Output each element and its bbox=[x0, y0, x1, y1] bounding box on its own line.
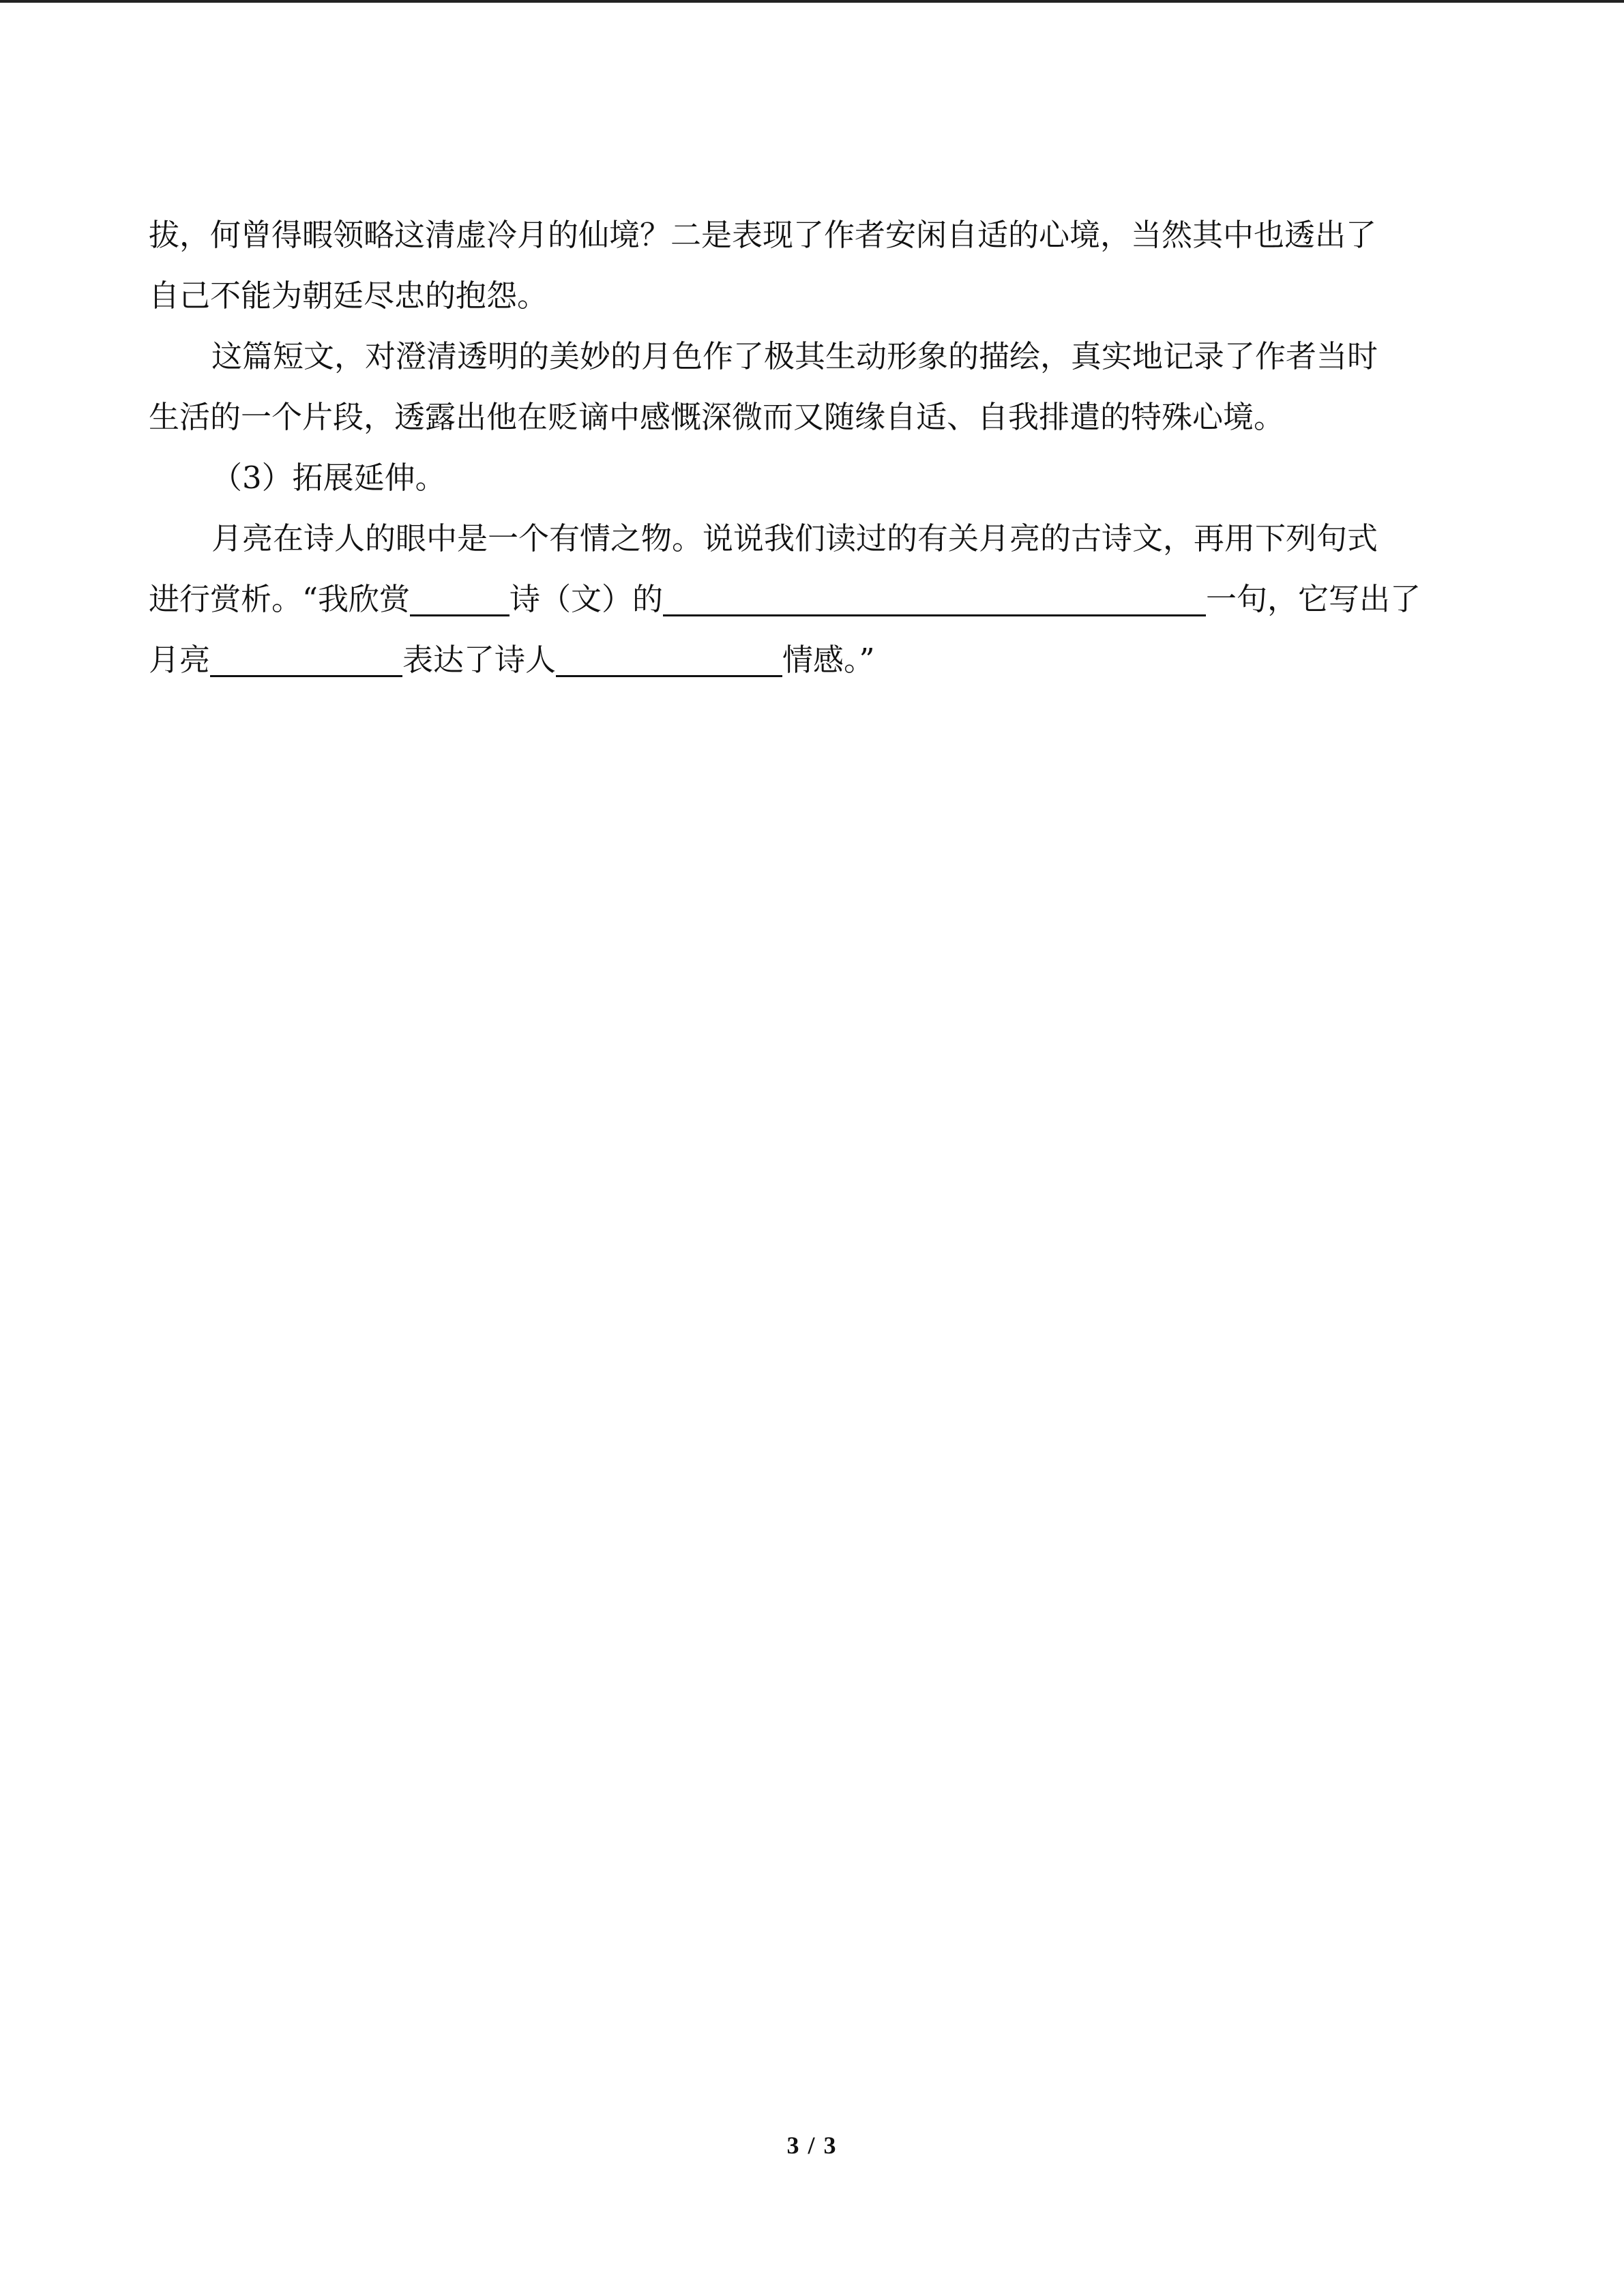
text-segment: 诗（文）的 bbox=[510, 581, 664, 617]
text-line: 这篇短文，对澄清透明的美妙的月色作了极其生动形象的描绘，真实地记录了作者当时 bbox=[211, 338, 1378, 374]
text-segment: 情感。” bbox=[782, 642, 875, 678]
heading-text: （3）拓展延伸。 bbox=[211, 460, 446, 496]
fill-in-blank-emotion[interactable] bbox=[556, 641, 782, 677]
text-segment: 月亮 bbox=[149, 642, 211, 678]
text-segment: 表达了诗人 bbox=[402, 642, 557, 678]
fill-in-blank-moon-description[interactable] bbox=[210, 641, 402, 677]
fill-in-blank-sentence[interactable] bbox=[663, 580, 1206, 616]
text-line: 拔，何曾得暇领略这清虚冷月的仙境？二是表现了作者安闲自适的心境，当然其中也透出了 bbox=[149, 217, 1377, 253]
document-body bbox=[149, 205, 1475, 690]
text-line: 生活的一个片段，透露出他在贬谪中感慨深微而又随缘自适、自我排遣的特殊心境。 bbox=[149, 399, 1285, 435]
paragraph-continuation bbox=[149, 205, 1475, 326]
top-border-line bbox=[0, 0, 1624, 3]
page-number: 3 / 3 bbox=[786, 2132, 838, 2159]
text-line: 月亮在诗人的眼中是一个有情之物。说说我们读过的有关月亮的古诗文，再用下列句式 bbox=[211, 520, 1378, 556]
paragraph-summary bbox=[149, 326, 1475, 447]
text-segment: 进行赏析。“我欣赏 bbox=[149, 581, 411, 617]
text-segment: 一句，它写出了 bbox=[1206, 581, 1421, 617]
fill-in-blank-poem-title[interactable] bbox=[410, 580, 510, 616]
section-heading bbox=[149, 447, 1475, 508]
paragraph-exercise bbox=[149, 508, 1475, 690]
text-line: 自己不能为朝廷尽忠的抱怨。 bbox=[149, 278, 548, 314]
